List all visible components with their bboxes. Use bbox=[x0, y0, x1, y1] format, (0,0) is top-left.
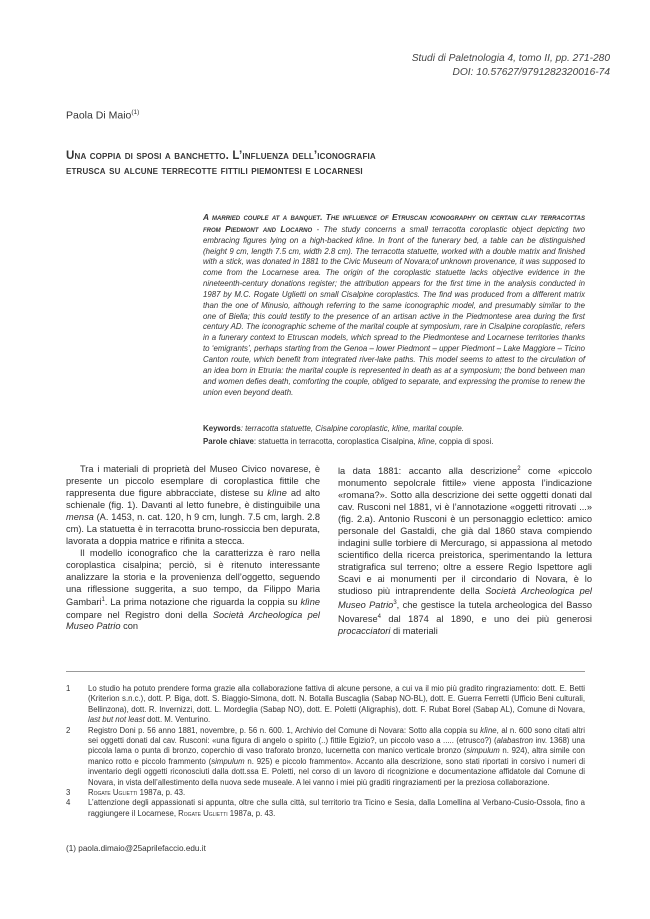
abstract-text: - The study concerns a small terracotta coroplastic object depicting two embracing figures lying on a high-backed klìne. In front of the funerary bed, a table can be distinguished (height 9 cm, length 7.5 cm, width 2.8 cm). The terracotta statuette, worked with a double matrix and finished with a stick, was donated in 1881 to the Civic Museum of Novara;of unknown provenance, it was supposed to come from the Locarnese area. The origin of the coroplastic statuette lacks objective evidence in the nineteenth-century donations register; the attribution appears for the first time in the analysis conducted in 1987 by M.C. Rogate Uglietti on small Cisalpine coroplastics. The find was produced from a different matrix than the one of Minusio, although referring to the same iconographic model, and presumably similar to the one of Biella; this could testify to the presence of an artisan active in the Piedmontese area during the first century AD. The iconographic scheme of the marital couple at symposium, rare in Cisalpine coroplastic, refers in a funerary context to Etruscan models, which spread to the Piedmontese and Locarnese territories thanks to ‘emigrants’, perhaps starting from the Genoa – lower Piedmont – upper Piedmont – Lake Maggiore – Ticino Canton route, which benefit from integrated river-lake paths. This model seems to attest to the circulation of an idea born in Etruria: the marital couple is represented in death as at a symposium; the bond between man and women defies death, comforting the couple, obliged to separate, and expressing the promise to renew the union even beyond death. bbox=[203, 224, 586, 397]
body-column-right bbox=[338, 464, 592, 638]
parole-text-a: : statuetta in terracotta, coroplastica Cisalpina, bbox=[253, 437, 418, 446]
author-email[interactable]: (1) paola.dimaio@25aprilefaccio.edu.it bbox=[66, 844, 206, 853]
parole-text-c: , coppia di sposi. bbox=[434, 437, 494, 446]
text-run: la data 1881: accanto alla descrizione bbox=[338, 466, 518, 477]
text-run: n. 925) e piccolo frammento». Accanto alla descrizione, sono stati riportati in corsivo i numeri di inventario degli oggetti riconosciuti dalla dott.ssa E. Poletti, nel corso di un lavoro di ricognizione e documentazione affidatole dal Comune di Novara, in vista dell’allestimento della nuova sede museale. A lei vanno i miei più graditi ringraziamenti per la preziosa collaborazione. bbox=[88, 756, 585, 787]
paragraph-3 bbox=[338, 464, 592, 638]
keywords-label: Keywords bbox=[203, 424, 241, 433]
title-line-1: Una coppia di sposi a banchetto. L’influenza dell’iconografia bbox=[66, 149, 376, 162]
text-run-smallcaps: Rogate Uglietti bbox=[178, 808, 228, 818]
text-run-italic: last but not least bbox=[88, 715, 145, 725]
text-run: , che gestisce la tutela archeologica del Basso Novarese bbox=[338, 599, 592, 624]
footnote-4 bbox=[66, 798, 585, 819]
text-run: Tra i materiali di proprietà del Museo Civico novarese, è presente un piccolo esemplare di coroplastica fittile che rappresenta due figure abbracciate, distese su bbox=[66, 464, 320, 498]
journal-citation: Studi di Paletnologia 4, tomo II, pp. 271-280 bbox=[411, 53, 610, 64]
text-run: inv. 1368) una piccola lama o punta di bronzo, coperchio di vaso traforato bronzo, lucernetta con manico verticale bronzo ( bbox=[88, 736, 585, 756]
author-name: Paola Di Maio bbox=[66, 109, 132, 122]
keywords-text: : terracotta statuette, Cisalpine coroplastic, kline, marital couple. bbox=[240, 424, 464, 433]
footnote-divider bbox=[66, 671, 585, 672]
text-run-italic: Società Archeologica pel Museo Patrio bbox=[66, 609, 320, 632]
footnote-ref[interactable]: 2 bbox=[517, 466, 521, 472]
footnote-text bbox=[88, 684, 585, 726]
text-run-italic: klìne bbox=[480, 725, 497, 735]
doi: DOI: 10.57627/9791282320016-74 bbox=[452, 67, 610, 78]
text-run-italic: simpulum bbox=[466, 746, 500, 756]
text-run: 1987a, p. 43. bbox=[227, 808, 276, 818]
author-marker: (1) bbox=[131, 109, 140, 116]
text-run: Il modello iconografico che la caratterizza è raro nella coroplastica cisalpina; perciò, si è ritenuto interessante analizzare la storia e la provenienza dell’oggetto, seguendo una riflessione suggerita, a suo tempo, da Filippo Maria Gambari bbox=[66, 547, 320, 608]
footnote-text bbox=[88, 788, 585, 798]
abstract bbox=[203, 212, 585, 398]
text-run: n. 924), altra simile con manico rotto e piccolo frammento ( bbox=[88, 746, 585, 766]
footnote-number: 3 bbox=[66, 788, 71, 798]
footnote-ref[interactable]: 3 bbox=[393, 599, 397, 606]
text-run-smallcaps: Rogate Uglietti bbox=[88, 788, 138, 798]
text-run: L’attenzione degli appassionati si appunta, oltre che sulla città, sul territorio tra Ticino e Sesia, dalla Lomellina al Verbano-Cusio-Ossola, fino a raggiungere il Locarnese, bbox=[88, 798, 585, 818]
footnote-text bbox=[88, 726, 585, 788]
text-run: di materiali bbox=[390, 625, 438, 636]
parole-label: Parole chiave bbox=[203, 437, 254, 446]
text-run-italic: alabastron bbox=[496, 736, 533, 746]
journal-header bbox=[412, 52, 610, 80]
parole-text-b: klìne bbox=[417, 437, 435, 446]
footnote-number: 4 bbox=[66, 798, 71, 808]
author-line bbox=[66, 109, 139, 122]
text-run: con bbox=[120, 621, 138, 632]
text-run: (A. 1453, n. cat. 120, h 9 cm, lungh. 7.5 cm, largh. 2.8 cm). La statuetta è in terracotta bruno-rossiccia ben depurata, lavorata a doppia matrice e rifinita a stecca. bbox=[66, 511, 320, 546]
text-run-italic: klìne bbox=[300, 597, 320, 608]
text-run: dott. M. Venturino. bbox=[144, 715, 211, 725]
text-run-italic: Società Archeologica pel Museo Patrio bbox=[338, 585, 592, 610]
text-run-italic: mensa bbox=[66, 511, 94, 522]
footnote-number: 1 bbox=[66, 684, 71, 693]
text-run: . La prima notazione che riguarda la coppia su bbox=[104, 597, 301, 608]
text-run: dal 1874 al 1890, e uno dei più generosi bbox=[380, 613, 592, 624]
footnote-number: 2 bbox=[66, 725, 71, 735]
text-run: Registro Doni p. 56 anno 1881, novembre, p. 56 n. 600. 1, Archivio del Comune di Novara: Sotto alla coppia su bbox=[88, 725, 481, 735]
text-run-italic: klìne bbox=[267, 487, 287, 498]
paragraph-1 bbox=[66, 464, 320, 548]
text-run: ad alto schienale (fig. 1). Davanti al letto funebre, è distinguibile una bbox=[66, 487, 321, 510]
text-run-italic: procacciatori bbox=[338, 625, 391, 636]
footnotes bbox=[66, 684, 585, 819]
body-column-left bbox=[66, 464, 320, 633]
text-run: 1987a, p. 43. bbox=[137, 788, 186, 798]
footnote-ref[interactable]: 1 bbox=[101, 597, 105, 604]
footnote-text bbox=[88, 798, 585, 819]
footnote-ref[interactable]: 4 bbox=[377, 613, 381, 620]
text-run: , al n. 600 sono citati altri sei oggetti donati dal cav. Rusconi: «una figura di angelo o spirito (..) fittile Egizio?, un piccolo vaso a ..... (etrusco?) ( bbox=[88, 725, 585, 746]
title-line-2: etrusca su alcune terrecotte fittili piemontesi e locarnesi bbox=[66, 164, 363, 177]
footnote-3 bbox=[66, 788, 585, 798]
parole-chiave bbox=[203, 437, 585, 447]
paragraph-2 bbox=[66, 548, 320, 634]
text-run: compare nel Registro doni della bbox=[66, 609, 213, 620]
text-run-italic: simpulum bbox=[211, 756, 245, 766]
text-run: come «piccolo monumento sepolcrale fittile» viene apposta l’indicazione «romana?». Sotto alla descrizione dei sette oggetti donati dal cav. Rusconi nel 1881, vi è l’annotazione «oggetti ritrovati ...» (fig. 2.a). Antonio Rusconi è un personaggio eclettico: amico personale del Gastaldi, che già dal 1860 stava compiendo indagini sulle torbiere di Mercurago, si appassiona al metodo scientifico della ricerca preistorica, sperimentando la lettura stratigrafica sul terreno; oltre a essere Regio Ispettore agli Scavi e ai monumenti per il circondario di Novara, è lo studioso più intraprendente della bbox=[338, 466, 592, 596]
footnote-2 bbox=[66, 726, 585, 788]
footnote-1 bbox=[66, 684, 585, 726]
text-run: Lo studio ha potuto prendere forma grazie alla collaborazione fattiva di alcune persone, a cui va il mio più gradito ringraziamento: dott. E. Betti (Kriterion s.n.c.), dott. P. Biga, dott. S. Biaggio-Simona, dott. N. Botalla Buscaglia (Sabap NO-BL), dott. E. Guerra Ferretti (Ufficio Beni culturali, Bellinzona), dott. R. Invernizzi, dott. L. Mordeglia (Sabap NO), dott. E. Poletti (Aligraphis), dott. F. Rubat Borel (Sabap AL), Comune di Novara, bbox=[88, 684, 585, 714]
article-title bbox=[66, 148, 586, 178]
keywords bbox=[203, 424, 585, 434]
abstract-heading: A married couple at a banquet. The influence of Etruscan iconography on certain clay terracottas from Piedmont and Locarno bbox=[203, 212, 585, 234]
